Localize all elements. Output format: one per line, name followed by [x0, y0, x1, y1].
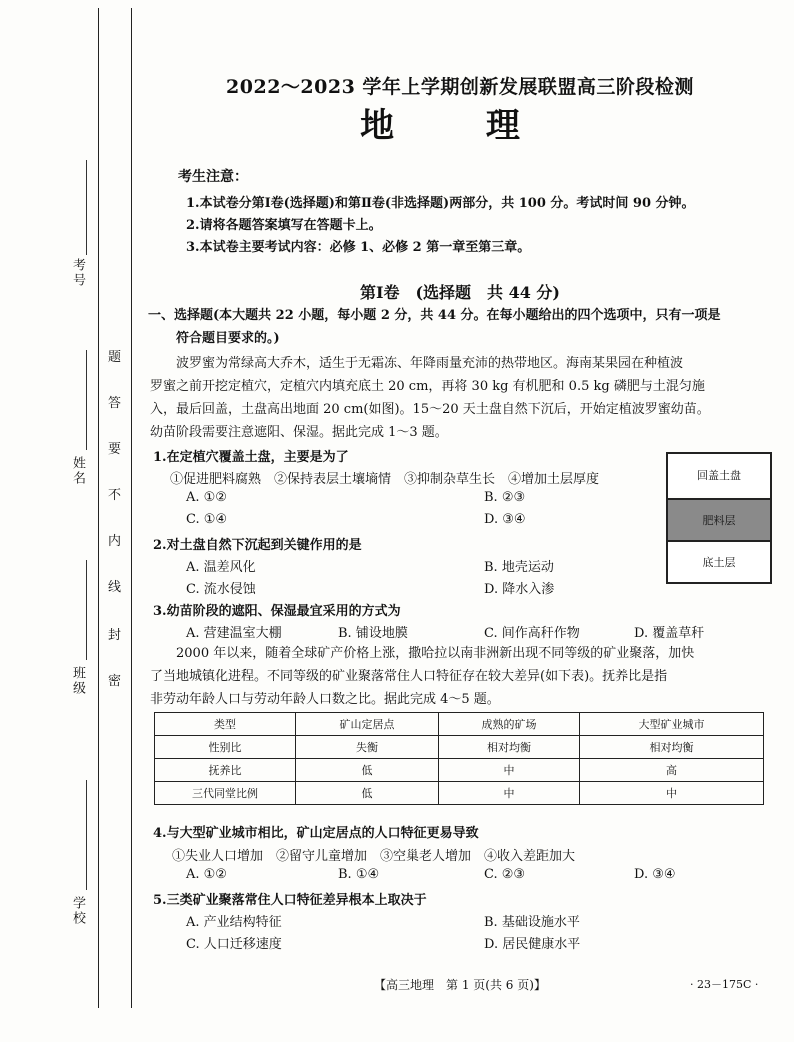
seal-char-7: 封: [108, 628, 122, 643]
passage2-line-3: 非劳动年龄人口与劳动年龄人口数之比。据此完成 4～5 题。: [150, 692, 500, 707]
passage1-line-3: 入，最后回盖，土盘高出地面 20 cm(如图)。15～20 天土盘自然下沉后，开始定植波罗蜜幼苗。: [150, 402, 710, 417]
exam-code: · 23－175C ·: [690, 978, 759, 991]
table-cell: 中: [439, 782, 580, 805]
name-label: 姓名: [70, 456, 85, 486]
table-header-cell: 类型: [155, 713, 296, 736]
section-instruction-1: 一、选择题(本大题共 22 小题，每小题 2 分，共 44 分。在每小题给出的四个选项中，只有一项是: [148, 308, 721, 323]
passage2-line-2: 了当地城镇化进程。不同等级的矿业聚落常住人口特征存在较大差异(如下表)。抚养比是指: [150, 669, 668, 684]
q4-stem: 4.与大型矿业城市相比，矿山定居点的人口特征更易导致: [153, 826, 479, 841]
settlement-table: [154, 712, 764, 805]
seal-char-4: 不: [108, 488, 122, 503]
diagram-top-layer: 回盖土盘: [668, 454, 770, 496]
q5-option-b: B. 基础设施水平: [484, 915, 580, 930]
passage1-line-1: 波罗蜜为常绿高大乔木，适生于无霜冻、年降雨量充沛的热带地区。海南某果园在种植波: [150, 356, 684, 371]
table-header-cell: 大型矿业城市: [580, 713, 764, 736]
q3-option-a: A. 营建温室大棚: [186, 626, 282, 641]
school-label: 学校: [70, 896, 85, 926]
notice-title: 考生注意：: [178, 169, 248, 185]
q2-option-a: A. 温差风化: [186, 560, 256, 575]
notice-item-1: 1.本试卷分第Ⅰ卷(选择题)和第Ⅱ卷(非选择题)两部分，共 100 分。考试时间 90 分钟。: [186, 196, 695, 211]
table-cell: 相对均衡: [439, 736, 580, 759]
seal-char-1: 题: [108, 350, 122, 365]
q3-option-d: D. 覆盖草秆: [634, 626, 705, 641]
exam-no-label: 考号: [70, 258, 85, 288]
seal-char-6: 线: [108, 580, 122, 595]
page-footer: 【高三地理 第 1 页(共 6 页)】: [374, 978, 546, 992]
seal-char-8: 密: [108, 674, 122, 689]
table-row: [155, 782, 764, 805]
table-header-cell: 矿山定居点: [296, 713, 439, 736]
diagram-middle-layer: 肥料层: [668, 498, 770, 542]
q4-option-a: A. ①②: [186, 867, 227, 882]
q1-option-d: D. ③④: [484, 512, 526, 527]
q1-items: ①促进肥料腐熟 ②保持表层土壤墒情 ③抑制杂草生长 ④增加土层厚度: [170, 472, 600, 487]
q5-option-d: D. 居民健康水平: [484, 937, 581, 952]
seal-char-5: 内: [108, 534, 122, 549]
q4-option-c: C. ②③: [484, 867, 526, 882]
subject-title: 地 理: [360, 106, 560, 146]
q1-stem: 1.在定植穴覆盖土盘，主要是为了: [153, 450, 349, 465]
table-row: [155, 759, 764, 782]
exam-title: 2022～2023 学年上学期创新发展联盟高三阶段检测: [226, 76, 694, 98]
table-header-row: [155, 713, 764, 736]
q3-option-b: B. 铺设地膜: [338, 626, 408, 641]
q1-option-b: B. ②③: [484, 490, 526, 505]
table-cell: 相对均衡: [580, 736, 764, 759]
table-cell: 低: [296, 759, 439, 782]
planting-pit-diagram: [666, 452, 772, 584]
q3-stem: 3.幼苗阶段的遮阳、保湿最宜采用的方式为: [153, 604, 401, 619]
notice-item-3: 3.本试卷主要考试内容：必修 1、必修 2 第一章至第三章。: [186, 240, 531, 255]
q5-stem: 5.三类矿业聚落常住人口特征差异根本上取决于: [153, 893, 427, 908]
q5-option-a: A. 产业结构特征: [186, 915, 282, 930]
table-cell: 失衡: [296, 736, 439, 759]
seal-char-2: 答: [108, 396, 122, 411]
exam-no-blank: [86, 160, 87, 255]
table-cell: 抚养比: [155, 759, 296, 782]
q2-stem: 2.对土盘自然下沉起到关键作用的是: [153, 538, 362, 553]
seal-char-3: 要: [108, 442, 122, 457]
q3-option-c: C. 间作高秆作物: [484, 626, 580, 641]
table-cell: 性别比: [155, 736, 296, 759]
table-cell: 三代同堂比例: [155, 782, 296, 805]
school-blank: [86, 780, 87, 890]
q4-option-b: B. ①④: [338, 867, 380, 882]
binding-line-right: [131, 8, 132, 1008]
table-cell: 中: [439, 759, 580, 782]
q2-option-c: C. 流水侵蚀: [186, 582, 256, 597]
passage2-line-1: 2000 年以来，随着全球矿产价格上涨，撒哈拉以南非洲新出现不同等级的矿业聚落，加快: [150, 646, 695, 661]
binding-line-left: [98, 8, 99, 1008]
q2-option-d: D. 降水入渗: [484, 582, 555, 597]
table-cell: 中: [580, 782, 764, 805]
table-header-cell: 成熟的矿场: [439, 713, 580, 736]
table-cell: 低: [296, 782, 439, 805]
notice-item-2: 2.请将各题答案填写在答题卡上。: [186, 218, 382, 233]
q5-option-c: C. 人口迁移速度: [186, 937, 282, 952]
section-title: 第Ⅰ卷 (选择题 共 44 分): [359, 283, 561, 302]
passage1-line-4: 幼苗阶段需要注意遮阳、保湿。据此完成 1～3 题。: [150, 425, 448, 440]
q4-items: ①失业人口增加 ②留守儿童增加 ③空巢老人增加 ④收入差距加大: [172, 849, 576, 864]
section-instruction-2: 符合题目要求的。): [176, 331, 280, 346]
table-cell: 高: [580, 759, 764, 782]
table-row: [155, 736, 764, 759]
q2-option-b: B. 地壳运动: [484, 560, 554, 575]
q4-option-d: D. ③④: [634, 867, 676, 882]
class-blank: [86, 560, 87, 660]
diagram-bottom-layer: 底土层: [668, 542, 770, 582]
class-label: 班级: [70, 666, 85, 696]
q1-option-c: C. ①④: [186, 512, 228, 527]
name-blank: [86, 350, 87, 450]
passage1-line-2: 罗蜜之前开挖定植穴，定植穴内填充底土 20 cm，再将 30 kg 有机肥和 0.5 kg 磷肥与土混匀施: [150, 379, 705, 394]
q1-option-a: A. ①②: [186, 490, 227, 505]
